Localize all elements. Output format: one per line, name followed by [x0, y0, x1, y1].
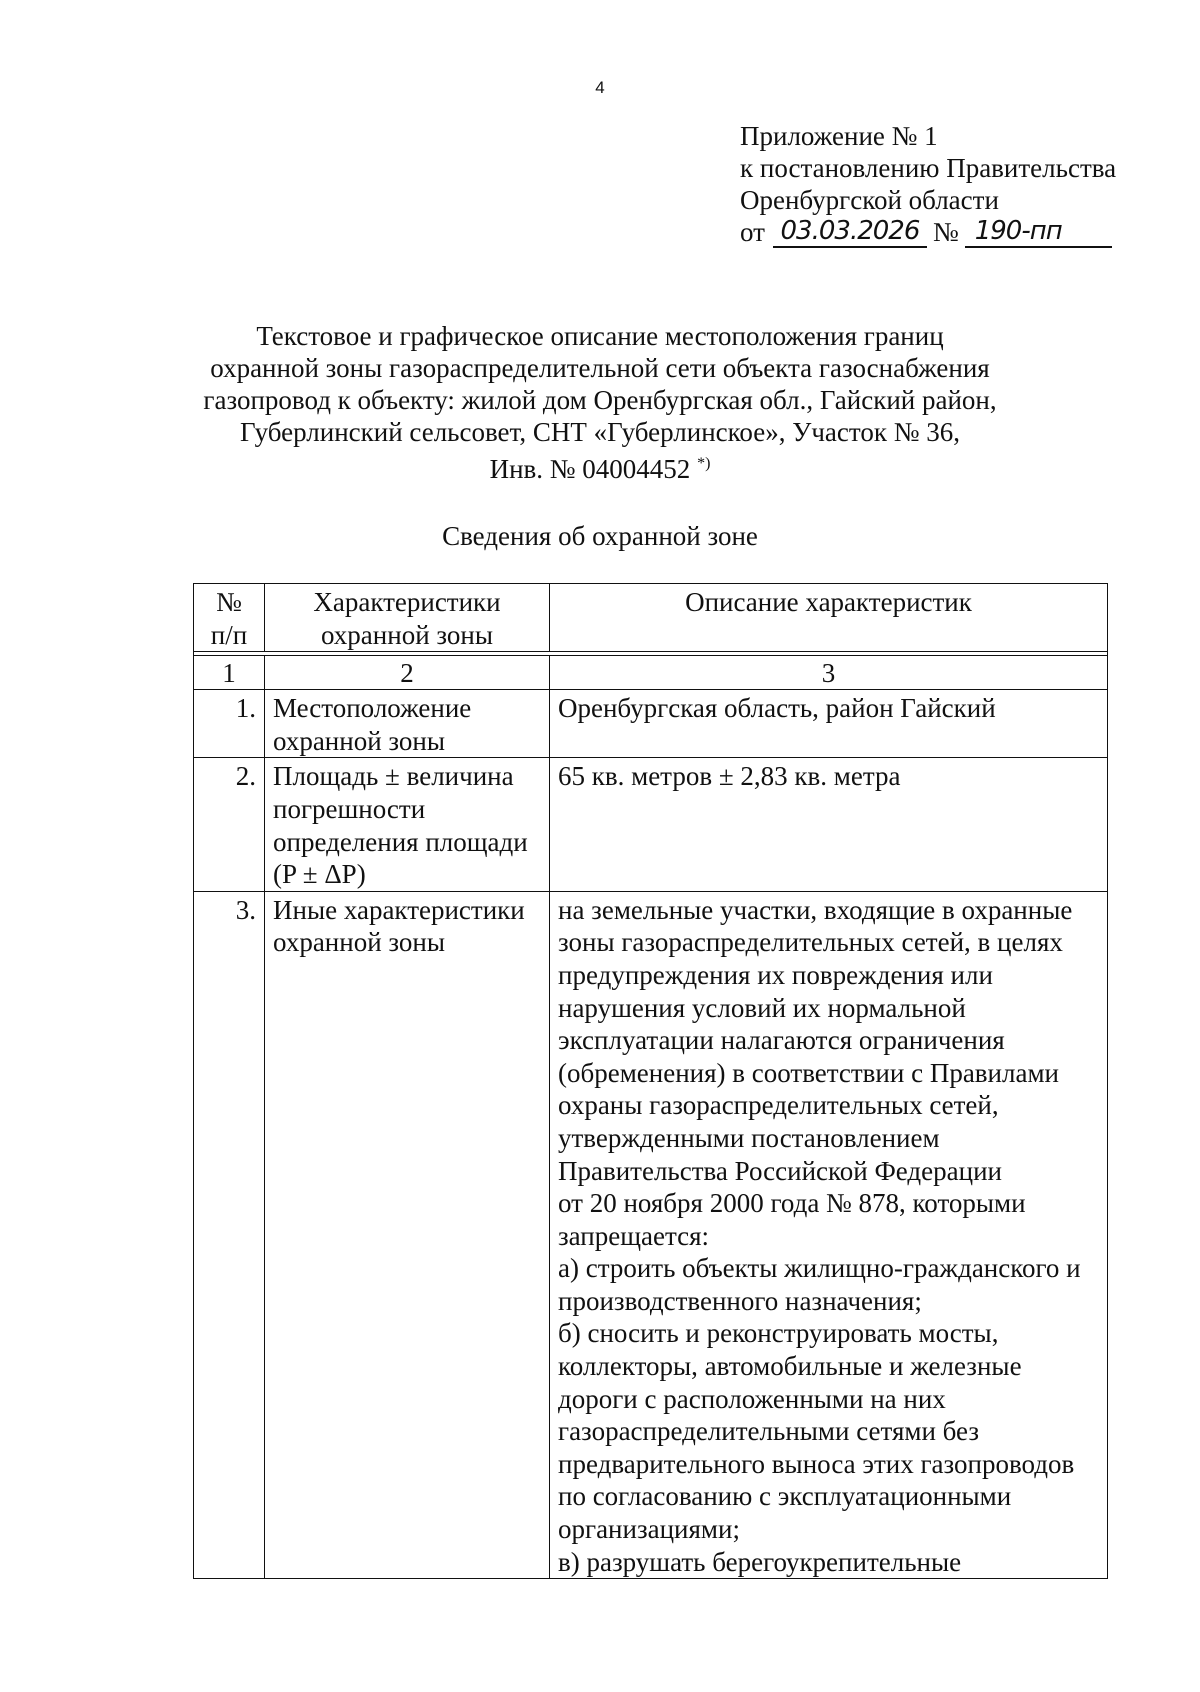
- row-3-char-line: Иные характеристики: [273, 894, 525, 925]
- row-1-char-line: Местоположение: [273, 693, 472, 724]
- row-3-desc-line: по согласованию с эксплуатационными: [558, 1481, 1012, 1512]
- row-3-desc-line: охраны газораспределительных сетей,: [558, 1090, 999, 1121]
- table-header-row: [194, 584, 1108, 652]
- row-2-char-line: Площадь ± величина: [273, 761, 514, 792]
- table-row: [194, 690, 1108, 758]
- title-line-3: газопровод к объекту: жилой дом Оренбургская обл., Гайский район,: [203, 385, 997, 415]
- appendix-block: [740, 120, 1116, 248]
- row-3-desc-line: коллекторы, автомобильные и железные: [558, 1351, 1022, 1382]
- handwritten-date: 03.03.2026: [773, 216, 927, 248]
- row-2-desc-line: 65 кв. метров ± 2,83 кв. метра: [558, 761, 901, 792]
- row-1-characteristic: [265, 690, 550, 758]
- row-3-desc-line: Правительства Российской Федерации: [558, 1155, 1002, 1186]
- header-number-line-2: п/п: [210, 619, 248, 650]
- row-3-description: [550, 891, 1108, 1578]
- index-cell-3: 3: [550, 656, 1108, 690]
- row-3-desc-line: газораспределительными сетями без: [558, 1416, 980, 1447]
- row-1-desc-line: Оренбургская область, район Гайский: [558, 693, 996, 724]
- row-3-desc-line: нарушения условий их нормальной: [558, 992, 966, 1023]
- appendix-line-3: Оренбургской области: [740, 185, 999, 215]
- page-number: 4: [595, 78, 605, 97]
- appendix-date-number-line: [740, 216, 1116, 248]
- appendix-line-1: Приложение № 1: [740, 121, 938, 151]
- row-3-number: 3.: [194, 891, 265, 1578]
- row-2-description: [550, 758, 1108, 891]
- row-2-number: 2.: [194, 758, 265, 891]
- row-3-desc-line: (обременения) в соответствии с Правилами: [558, 1057, 1059, 1088]
- row-3-desc-line: запрещается:: [558, 1220, 710, 1251]
- title-line-5: [0, 448, 1200, 485]
- row-3-desc-line: производственного назначения;: [558, 1285, 922, 1316]
- row-3-desc-line: в) разрушать берегоукрепительные: [558, 1546, 962, 1577]
- row-2-characteristic: [265, 758, 550, 891]
- row-3-desc-line: организациями;: [558, 1514, 740, 1545]
- from-label: от: [740, 217, 765, 247]
- row-3-desc-line: от 20 ноября 2000 года № 878, которыми: [558, 1188, 1026, 1219]
- row-3-desc-line: предварительного выноса этих газопроводов: [558, 1448, 1075, 1479]
- row-2-char-line: (P ± ΔP): [273, 859, 366, 890]
- title-line-4: Губерлинский сельсовет, СНТ «Губерлинское», Участок № 36,: [240, 417, 960, 447]
- row-3-desc-line: предупреждения их повреждения или: [558, 959, 993, 990]
- row-1-number: 1.: [194, 690, 265, 758]
- header-number-line-1: №: [216, 587, 242, 617]
- document-title: [0, 320, 1200, 485]
- row-3-desc-line: зоны газораспределительных сетей, в целях: [558, 927, 1063, 958]
- index-cell-2: 2: [265, 656, 550, 690]
- row-1-description: [550, 690, 1108, 758]
- row-2-char-line: погрешности: [273, 793, 426, 824]
- title-line-2: охранной зоны газораспределительной сети объекта газоснабжения: [210, 353, 990, 383]
- row-3-desc-line: дороги с расположенными на них: [558, 1383, 946, 1414]
- number-label: №: [932, 217, 959, 247]
- table-index-row: [194, 656, 1108, 690]
- row-3-desc-line: а) строить объекты жилищно-гражданского и: [558, 1253, 1081, 1284]
- row-3-char-line: охранной зоны: [273, 927, 446, 958]
- row-2-char-line: определения площади: [273, 826, 528, 857]
- inventory-number: Инв. № 04004452: [489, 454, 691, 484]
- row-3-desc-line: б) сносить и реконструировать мосты,: [558, 1318, 999, 1349]
- row-3-desc-line: эксплуатации налагаются ограничения: [558, 1025, 1005, 1056]
- header-characteristics-line-2: охранной зоны: [320, 619, 493, 650]
- row-3-characteristic: [265, 891, 550, 1578]
- header-description: Описание характеристик: [550, 584, 1108, 652]
- section-title: Сведения об охранной зоне: [442, 521, 758, 551]
- index-cell-1: 1: [194, 656, 265, 690]
- row-3-desc-line: утвержденными постановлением: [558, 1122, 940, 1153]
- header-number: [194, 584, 265, 652]
- table-row: [194, 891, 1108, 1578]
- protected-zone-table: [193, 583, 1108, 1579]
- table-row: [194, 758, 1108, 891]
- header-characteristics-line-1: Характеристики: [313, 587, 501, 617]
- appendix-line-2: к постановлению Правительства: [740, 153, 1117, 183]
- footnote-mark: *): [697, 455, 711, 472]
- row-1-char-line: охранной зоны: [273, 725, 446, 756]
- handwritten-number: 190-пп: [965, 216, 1112, 248]
- header-characteristics: [265, 584, 550, 652]
- row-3-desc-line: на земельные участки, входящие в охранные: [558, 894, 1073, 925]
- title-line-1: Текстовое и графическое описание местоположения границ: [256, 321, 944, 351]
